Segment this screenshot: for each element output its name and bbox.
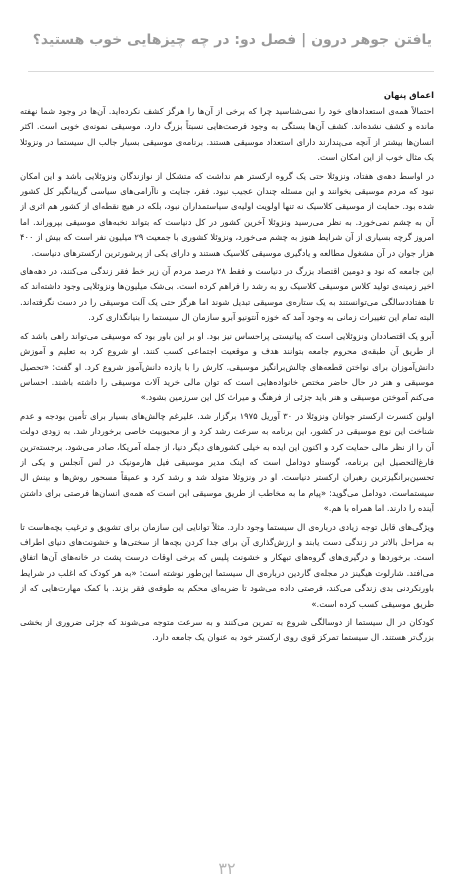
paragraph: این جامعه که نود و دومین اقتصاد بزرگ در دنیاست و فقط ۲۸ درصد مردم آن زیر خط فقر زندگی می‌کنند، در دهه‌های اخیر زمینه‌ی تولید کلاس موسیقی کلاسیک رو به رشد را فراهم کرده است. بی‌شک میلیون‌ها ونزوئلایی وجود داشته‌اند که تا هفتاددسالگی می‌توانستند به یک ستاره‌ی موسیقی تبدیل شوند اما هرگز حتی یک آلت موسیقی را در دست نگرفته‌اند. البته تمام این تغییرات زمانی به وجود آمد که خوزه آنتونیو آبرو سازمان ال سیستما را بنیانگذاری کرد.: [20, 266, 434, 323]
running-header: یافتن جوهر درون | فصل دو: در چه چیزهایی خوب هستید؟: [32, 32, 432, 48]
paragraph: آبرو یک اقتصاددان ونزوئلایی است که پیانیستی پراحساس نیز بود. او بر این باور بود که موسیقی می‌تواند راهی باشد که از طریق آن طبقه‌ی محروم جامعه بتوانند هدف و موقعیت اجتماعی کسب کنند. او شروع کرد به تعلیم و آموزش دانش‌آموزان برای نواختن قطعه‌های چالش‌برانگیز موسیقی. کارش را با یازده دانش‌آموز شروع کرد. او گفت: «تحصیل موسیقی و هنر در حال حاضر مختص خانواده‌هایی است که توان مالی خرید آلات موسیقی را داشته باشند. احساس می‌کنم آموختن موسیقی و هنر باید جزئی از فرهنگ و میراث کل این سرزمین بشود.»: [20, 330, 434, 403]
section-title: اعماق پنهان: [383, 90, 434, 100]
paragraph: احتمالاً همه‌ی استعدادهای خود را نمی‌شناسید چرا که برخی از آن‌ها را هرگز کشف نکرده‌اید. آن‌ها در وجود شما نهفته مانده و کشف نشده‌اند. کشف آن‌ها بستگی به وجود فرصت‌هایی نسبتاً بزرگ دارد. موسیقی نمونه‌ی خوبی است. اکثر انسان‌ها بیشتر از آنچه می‌پندارند دارای استعداد موسیقی هستند. برنامه‌ی موسیقی بسیار جالب ال سیستما در ونزوئلا یک مثال خوب از این امکان است.: [20, 106, 434, 163]
header-divider: [28, 71, 434, 72]
paragraph: کودکان در ال سیستما از دوسالگی شروع به تمرین می‌کنند و به سرعت متوجه می‌شوند که جزئی ضروری از بخشی بزرگ‌تر هستند. ال سیستما تمرکز قوی روی ارکستر خود به عنوان یک جامعه دارد.: [20, 617, 434, 643]
paragraph: در اواسط دهه‌ی هفتاد، ونزوئلا حتی یک گروه ارکستر هم نداشت که متشکل از نوازندگان ونزوئلایی باشد و این امکان نبود که مردم موسیقی بخوانند و این مسئله چندان عجیب نبود. فقر، جنایت و ناآرامی‌های سیاسی گریبانگیر کل کشور شده بود. حمایت از موسیقی کلاسیک نه تنها اولویت اولیه‌ی سیاستمداران نبود، بلکه در هیچ نقطه‌ای از کشور هم اثری از آن به چشم نمی‌خورد. به نظر می‌رسید ونزوئلا آخرین کشور در کل دنیاست که بتواند نخبه‌های موسیقی بپروراند. اما امروز گرچه بسیاری از آن شرایط هنوز به چشم می‌خورد، ونزوئلا کشوری با جمعیت ۲۹ میلیون نفر است که بیش از ۴۰۰ هزار جوان در آن مشغول مطالعه و یادگیری موسیقی کلاسیک هستند و دارای یکی از پرشورترین ارکسترهای دنیاست.: [20, 170, 434, 258]
page-number: ۳۲: [218, 859, 236, 878]
page-body: [20, 82, 434, 844]
paragraph: اولین کنسرت ارکستر جوانان ونزوئلا در ۳۰ آوریل ۱۹۷۵ برگزار شد. علیرغم چالش‌های بسیار برای تأمین بودجه و عدم شناخت این نوع موسیقی در کشور، این برنامه به سرعت رشد کرد و از محبوبیت خاصی برخوردار شد. به زودی دولت آن را از نظر مالی حمایت کرد و اکنون این ایده به خیلی کشورهای دیگر دنیا، از جمله آمریکا، صادر می‌شود. برجسته‌ترین فارغ‌التحصیل این برنامه، گوستاو دودامل است که اینک مدیر موسیقی فیل هارمونیک در لس آنجلس و یکی از تحسین‌برانگیزترین رهبران ارکستر دنیاست. او در ونزوئلا متولد شد و رشد کرد و عمیقاً مسحور روش‌ها و بینش ال سیستماست. دودامل می‌گوید: «پیام ما به مخاطب از طریق موسیقی این است که همه‌ی انسان‌ها فرصتی برای داشتن آینده را دارند. اما همراه با هم.»: [20, 410, 434, 514]
paragraph: ویژگی‌های قابل توجه زیادی درباره‌ی ال سیستما وجود دارد. مثلاً توانایی این سازمان برای تشویق و ترغیب بچه‌هاست تا به مراحل بالاتر در زندگی دست یابند و ارزش‌گذاری آن برای جدا کردن بچه‌ها از سختی‌ها و خشونت‌های دنیای اطراف است. برخوردها و درگیری‌های گروه‌های تبهکار و خشونت پلیس که برخی اوقات درست پشت در خانه‌های آن‌ها اتفاق می‌افتد. شارلوت هیگینز در مجله‌ی گاردین درباره‌ی ال سیستما این‌طور نوشته است: «به هر کودک که اغلب در شرایط باورنکردنی بدی زندگی می‌کند، فرصتی داده می‌شود تا ضربه‌ای محکم به طوفه‌ی فقر بزند. با کمک مهارت‌هایی که از طریق موسیقی کسب کرده است.»: [20, 521, 434, 609]
